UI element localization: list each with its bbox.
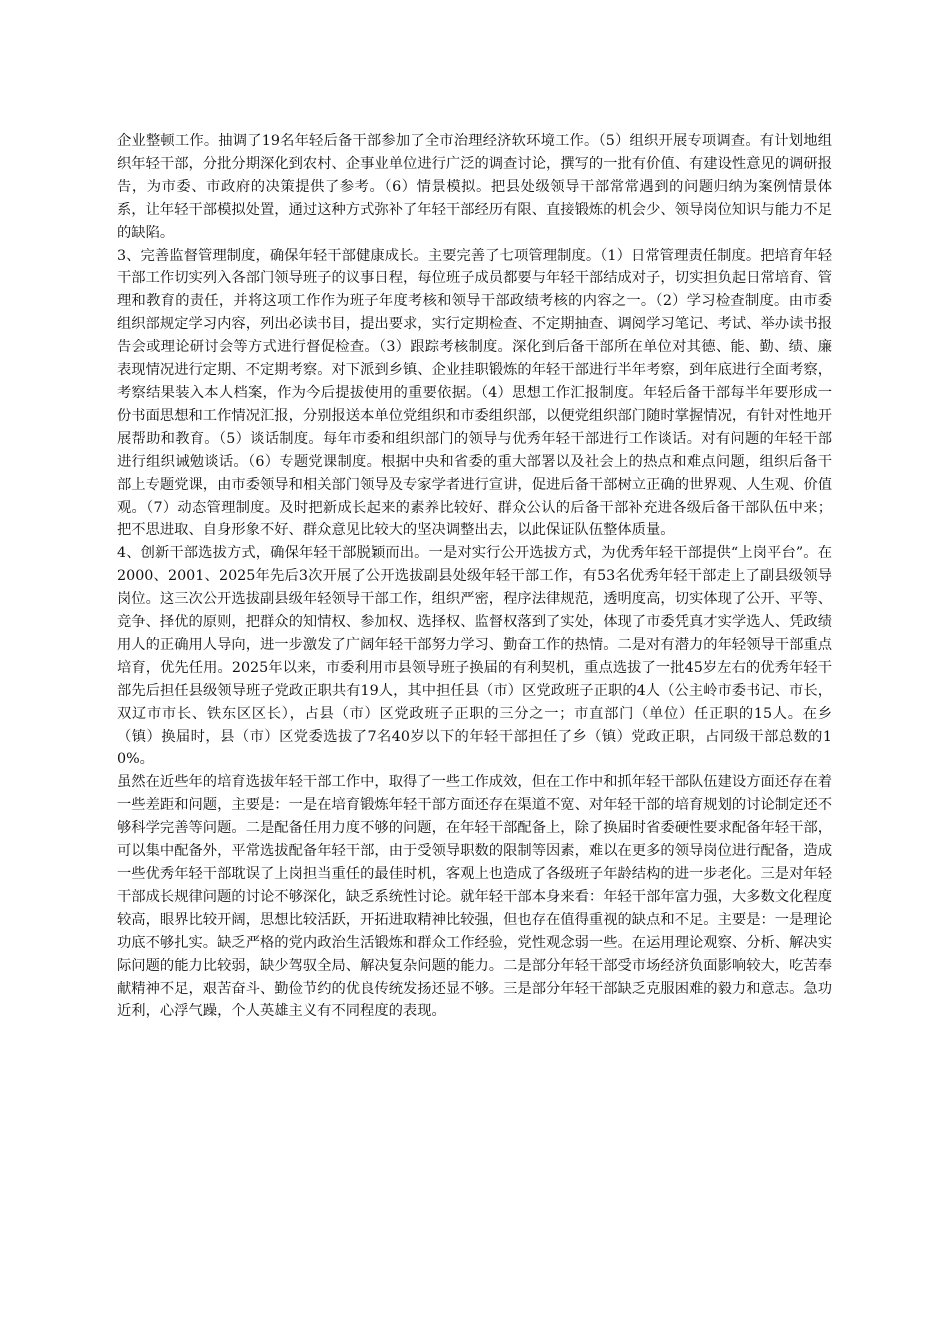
paragraph-supervision-system: 3、完善监督管理制度，确保年轻干部健康成长。主要完善了七项管理制度。（1）日常管理责任制度。把培育年轻干部工作切实列入各部门领导班子的议事日程，每位班子成员都要与年轻干部结成对子，切实担负起日常培育、管理和教育的责任，并将这项工作作为班子年度考核和领导干部政绩考核的内容之一。（2）学习检查制度。由市委组织部规定学习内容，列出必读书目，提出要求，实行定期检查、不定期抽查、调阅学习笔记、考试、举办读书报告会或理论研讨会等方式进行督促检查。（3）跟踪考核制度。深化到后备干部所在单位对其德、能、勤、绩、廉表现情况进行定期、不定期考察。对下派到乡镇、企业挂职锻炼的年轻干部进行半年考察，到年底进行全面考察，考察结果装入本人档案，作为今后提拔使用的重要依据。（4）思想工作汇报制度。年轻后备干部每半年要形成一份书面思想和工作情况汇报，分别报送本单位党组织和市委组织部，以便党组织部门随时掌握情况，有针对性地开展帮助和教育。（5）谈话制度。每年市委和组织部门的领导与优秀年轻干部进行工作谈话。对有问题的年轻干部进行组织诫勉谈话。（6）专题党课制度。根据中央和省委的重大部署以及社会上的热点和难点问题，组织后备干部上专题党课，由市委领导和相关部门领导及专家学者进行宣讲，促进后备干部树立正确的世界观、人生观、价值观。（7）动态管理制度。及时把新成长起来的素养比较好、群众公认的后备干部补充进各级后备干部队伍中来；把不思进取、自身形象不好、群众意见比较大的坚决调整出去，以此保证队伍整体质量。 [117,247,832,539]
document-body [117,130,832,1023]
paragraph-problems: 虽然在近些年的培育选拔年轻干部工作中，取得了一些工作成效，但在工作中和抓年轻干部队伍建设方面还存在着一些差距和问题，主要是：一是在培育锻炼年轻干部方面还存在渠道不宽、对年轻干部的培育规划的讨论制定还不够科学完善等问题。二是配备任用力度不够的问题，在年轻干部配备上，除了换届时省委硬性要求配备年轻干部，可以集中配备外，平常选拔配备年轻干部，由于受领导职数的限制等因素，难以在更多的领导岗位进行配备，造成一些优秀年轻干部耽误了上岗担当重任的最佳时机，客观上也造成了各级班子年龄结构的进一步老化。三是对年轻干部成长规律问题的讨论不够深化，缺乏系统性讨论。就年轻干部本身来看：年轻干部年富力强，大多数文化程度较高，眼界比较开阔，思想比较活跃，开拓进取精神比较强，但也存在值得重视的缺点和不足。主要是：一是理论功底不够扎实。缺乏严格的党内政治生活锻炼和群众工作经验，党性观念弱一些。在运用理论观察、分析、解决实际问题的能力比较弱，缺少驾驭全局、解决复杂问题的能力。二是部分年轻干部受市场经济负面影响较大，吃苦奉献精神不足，艰苦奋斗、勤俭节约的优良传统发扬还显不够。三是部分年轻干部缺乏克服困难的毅力和意志。急功近利，心浮气躁，个人英雄主义有不同程度的表现。 [117,774,832,1020]
paragraph-training-methods: 企业整顿工作。抽调了19名年轻后备干部参加了全市治理经济软环境工作。（5）组织开展专项调查。有计划地组织年轻干部，分批分期深化到农村、企事业单位进行广泛的调查讨论，撰写的一批有价值、有建设性意见的调研报告，为市委、市政府的决策提供了参考。（6）情景模拟。把县处级领导干部常常遇到的问题归纳为案例情景体系，让年轻干部模拟处置，通过这种方式弥补了年轻干部经历有限、直接锻炼的机会少、领导岗位知识与能力不足的缺陷。 [117,133,832,241]
paragraph-selection-methods: 4、创新干部选拔方式，确保年轻干部脱颖而出。一是对实行公开选拔方式，为优秀年轻干部提供“上岗平台”。在2000、2001、2025年先后3次开展了公开选拔副县处级年轻干部工作，有53名优秀年轻干部走上了副县级领导岗位。这三次公开选拔副县级年轻领导干部工作，组织严密，程序法律规范，透明度高，切实体现了公开、平等、竞争、择优的原则，把群众的知情权、参加权、选择权、监督权落到了实处，体现了市委凭真才实学选人、凭政绩用人的正确用人导向，进一步激发了广阔年轻干部努力学习、勤奋工作的热情。二是对有潜力的年轻领导干部重点培育，优先任用。2025年以来，市委利用市县领导班子换届的有利契机，重点选拔了一批45岁左右的优秀年轻干部先后担任县级领导班子党政正职共有19人，其中担任县（市）区党政班子正职的4人（公主岭市委书记、市长，双辽市市长、铁东区区长），占县（市）区党政班子正职的三分之一；市直部门（单位）任正职的15人。在乡（镇）换届时，县（市）区党委选拔了7名40岁以下的年轻干部担任了乡（镇）党政正职，占同级干部总数的10%。 [117,545,832,768]
